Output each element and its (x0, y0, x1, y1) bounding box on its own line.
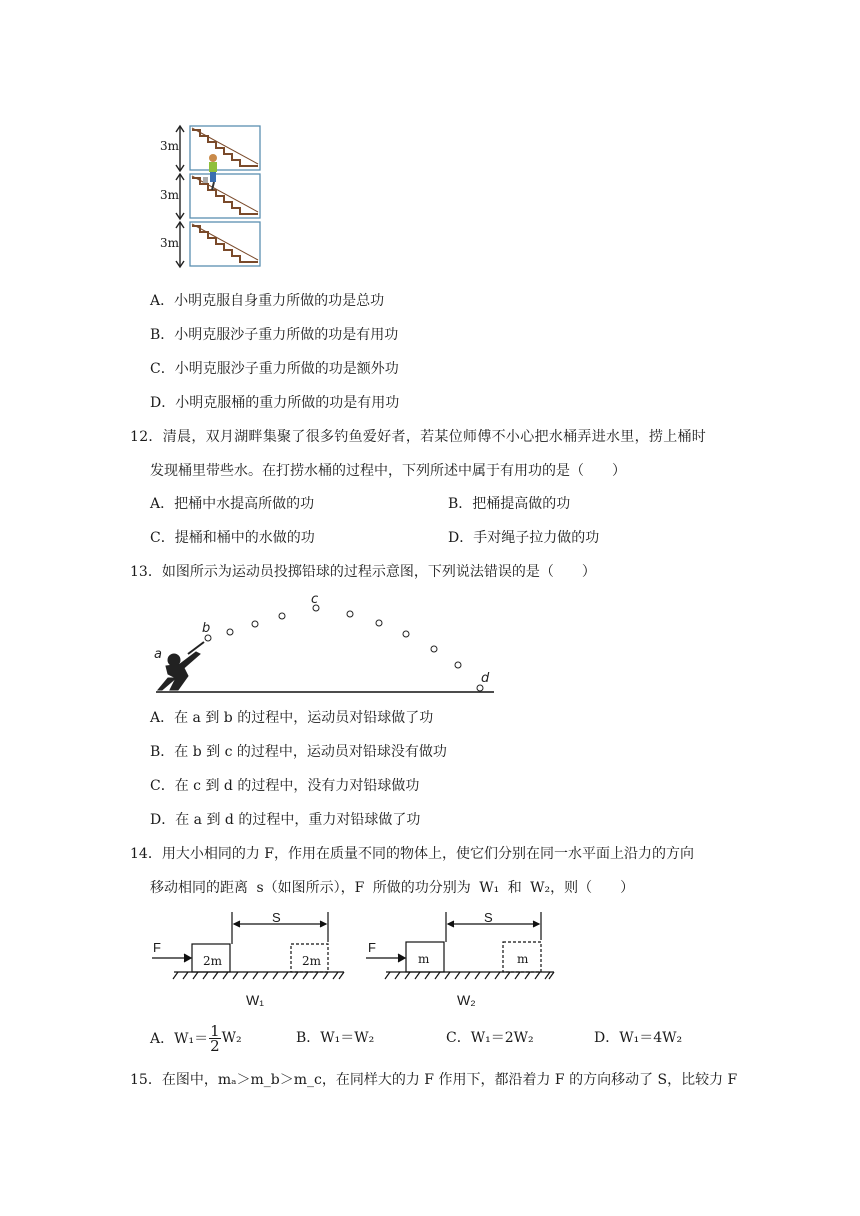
q14-option-b: B．W₁＝W₂ (296, 1030, 375, 1046)
q14-option-a (150, 1021, 242, 1055)
shot-put-figure (148, 594, 500, 698)
option-a-suffix: W₂ (221, 1030, 242, 1046)
q12-option-a: A．把桶中水提高所做的功 (150, 496, 315, 512)
dimension-label: 3m (160, 139, 180, 153)
q13-option-a: A．在 a 到 b 的过程中，运动员对铅球做了功 (150, 710, 434, 726)
q11-option-c: C．小明克服沙子重力所做的功是额外功 (150, 361, 399, 377)
q12-stem: 12．清晨，双月湖畔集聚了很多钓鱼爱好者，若某位师傅不小心把水桶弄进水里，捞上桶时 (130, 429, 707, 445)
q12-option-d: D．手对绳子拉力做的功 (448, 530, 600, 546)
fraction-denominator: 2 (210, 1036, 220, 1055)
q15-stem: 15．在图中，mₐ＞m_b＞m_c，在同样大的力 F 作用下，都沿着力 F 的方向移动了 S，比较力 F (130, 1072, 738, 1088)
work-caption: W₂ (457, 992, 476, 1008)
q13-option-b: B．在 b 到 c 的过程中，运动员对铅球没有做功 (150, 744, 447, 760)
force-figure-right (362, 908, 562, 986)
point-d-label: d (481, 671, 490, 686)
q13-stem: 13．如图所示为运动员投掷铅球的过程示意图，下列说法错误的是（ ） (130, 564, 596, 580)
point-a-label: a (154, 647, 162, 662)
q14-stem: 14．用大小相同的力 F，作用在质量不同的物体上，使它们分别在同一水平面上沿力的方向 (130, 846, 694, 862)
q11-option-d: D．小明克服桶的重力所做的功是有用功 (150, 395, 400, 411)
q12-option-b: B．把桶提高做的功 (448, 496, 571, 512)
force-figure-left (148, 908, 348, 986)
force-label: F (153, 940, 161, 955)
shot-put-diagram (148, 594, 500, 698)
distance-label: S (484, 910, 493, 925)
q13-option-d: D．在 a 到 d 的过程中，重力对铅球做了功 (150, 812, 421, 828)
mass-label: m (418, 952, 430, 966)
dimension-label: 3m (160, 236, 180, 250)
point-b-label: b (202, 621, 211, 636)
q14-option-c: C．W₁＝2W₂ (446, 1030, 534, 1046)
mass-label: 2m (302, 954, 322, 968)
option-a-text: A．W₁＝ (150, 1031, 209, 1047)
force-diagram-left (148, 908, 348, 986)
q13-option-c: C．在 c 到 d 的过程中，没有力对铅球做功 (150, 778, 420, 794)
force-label: F (368, 940, 376, 955)
force-diagram-right (362, 908, 562, 986)
fraction-numerator: 1 (210, 1021, 220, 1040)
work-caption: W₁ (246, 992, 264, 1008)
mass-label: m (517, 952, 529, 966)
q14-stem-cont: 移动相同的距离 s（如图所示），F 所做的功分别为 W₁ 和 W₂，则（ ） (150, 880, 635, 896)
point-c-label: c (311, 594, 319, 607)
dimension-label: 3m (160, 188, 180, 202)
q14-option-d: D．W₁＝4W₂ (594, 1030, 683, 1046)
fraction (209, 1021, 221, 1055)
q11-option-a: A．小明克服自身重力所做的功是总功 (150, 293, 385, 309)
q12-option-c: C．提桶和桶中的水做的功 (150, 530, 315, 546)
q11-option-b: B．小明克服沙子重力所做的功是有用功 (150, 327, 399, 343)
athlete-icon (158, 642, 204, 690)
distance-label: S (272, 910, 281, 925)
mass-label: 2m (203, 954, 223, 968)
q12-stem-cont: 发现桶里带些水。在打捞水桶的过程中，下列所述中属于有用功的是（ ） (150, 463, 626, 479)
